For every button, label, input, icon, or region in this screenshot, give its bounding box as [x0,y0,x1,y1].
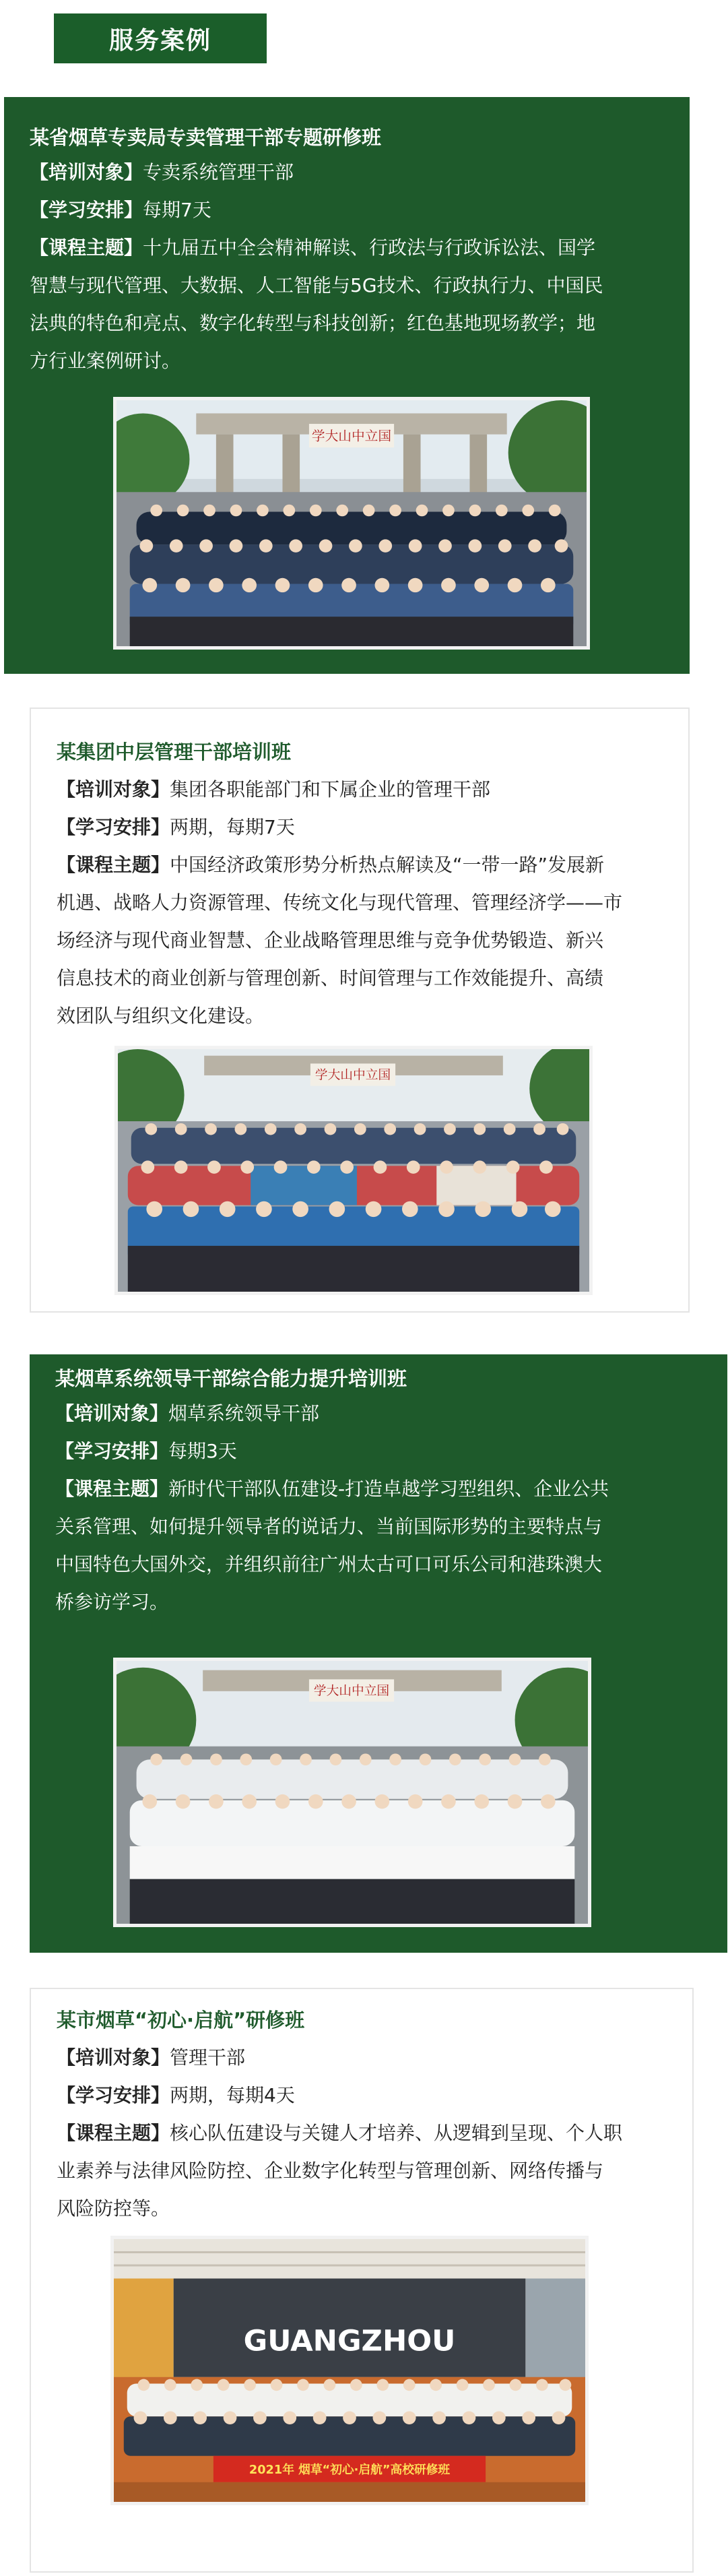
course-topic-line: 法典的特色和亮点、数字化转型与科技创新；红色基地现场教学；地 [30,312,596,334]
study-schedule: 【学习安排】每期3天 [55,1440,237,1462]
course-topic-line: 智慧与现代管理、大数据、人工智能与5G技术、行政执行力、中国民 [30,274,603,296]
course-topic-line: 效团队与组织文化建设。 [57,1005,265,1027]
course-topic-line: 关系管理、如何提升领导者的说话力、当前国际形势的主要特点与 [55,1515,603,1538]
gate-sign: 学大山中立国 [315,1068,391,1083]
case-title: 某集团中层管理干部培训班 [57,741,292,763]
study-schedule: 【学习安排】两期，每期4天 [57,2084,295,2106]
course-topic: 【课程主题】核心队伍建设与关键人才培养、从逻辑到呈现、个人职 [57,2122,623,2144]
gate-sign: 学大山中立国 [313,1684,390,1699]
case-title: 某省烟草专卖局专卖管理干部专题研修班 [30,126,382,149]
course-topic-line: 业素养与法律风险防控、企业数字化转型与管理创新、网络传播与 [57,2160,604,2182]
group-photo [113,397,590,650]
course-topic: 【课程主题】十九届五中全会精神解读、行政法与行政诉讼法、国学 [30,237,596,259]
training-target: 【培训对象】管理干部 [57,2046,246,2069]
gate-sign: 学大山中立国 [311,428,392,444]
course-topic-line: 机遇、战略人力资源管理、传统文化与现代管理、管理经济学——市 [57,891,623,914]
course-topic-line: 中国特色大国外交，并组织前往广州太古可口可乐公司和港珠澳大 [55,1553,603,1575]
training-target: 【培训对象】专卖系统管理干部 [30,161,294,183]
case-card-1 [4,97,690,674]
group-photo [114,1046,593,1295]
case-card-2 [30,708,690,1313]
group-photo [113,1658,591,1927]
group-photo [110,2236,589,2505]
study-schedule: 【学习安排】两期，每期7天 [57,816,295,838]
case-card-3 [30,1354,727,1953]
course-topic: 【课程主题】中国经济政策形势分析热点解读及“一带一路”发展新 [57,854,605,876]
course-topic-line: 方行业案例研讨。 [30,350,181,372]
course-topic: 【课程主题】新时代干部队伍建设-打造卓越学习型组织、企业公共 [55,1478,609,1500]
training-target: 【培训对象】集团各职能部门和下属企业的管理干部 [57,778,491,800]
course-topic-line: 场经济与现代商业智慧、企业战略管理思维与竞争优势锻造、新兴 [57,929,604,951]
wall-text: GUANGZHOU [243,2324,456,2358]
course-topic-line: 信息技术的商业创新与管理创新、时间管理与工作效能提升、高绩 [57,967,604,989]
case-title: 某烟草系统领导干部综合能力提升培训班 [55,1367,407,1390]
event-banner: 2021年 烟草“初心·启航”高校研修班 [249,2463,451,2478]
course-topic-line: 桥参访学习。 [55,1591,169,1613]
course-topic-line: 风险防控等。 [57,2197,170,2220]
study-schedule: 【学习安排】每期7天 [30,199,211,221]
case-card-4 [30,1988,694,2573]
training-target: 【培训对象】烟草系统领导干部 [55,1402,320,1424]
section-title: 服务案例 [54,13,267,63]
case-title: 某市烟草“初心·启航”研修班 [57,2009,305,2032]
